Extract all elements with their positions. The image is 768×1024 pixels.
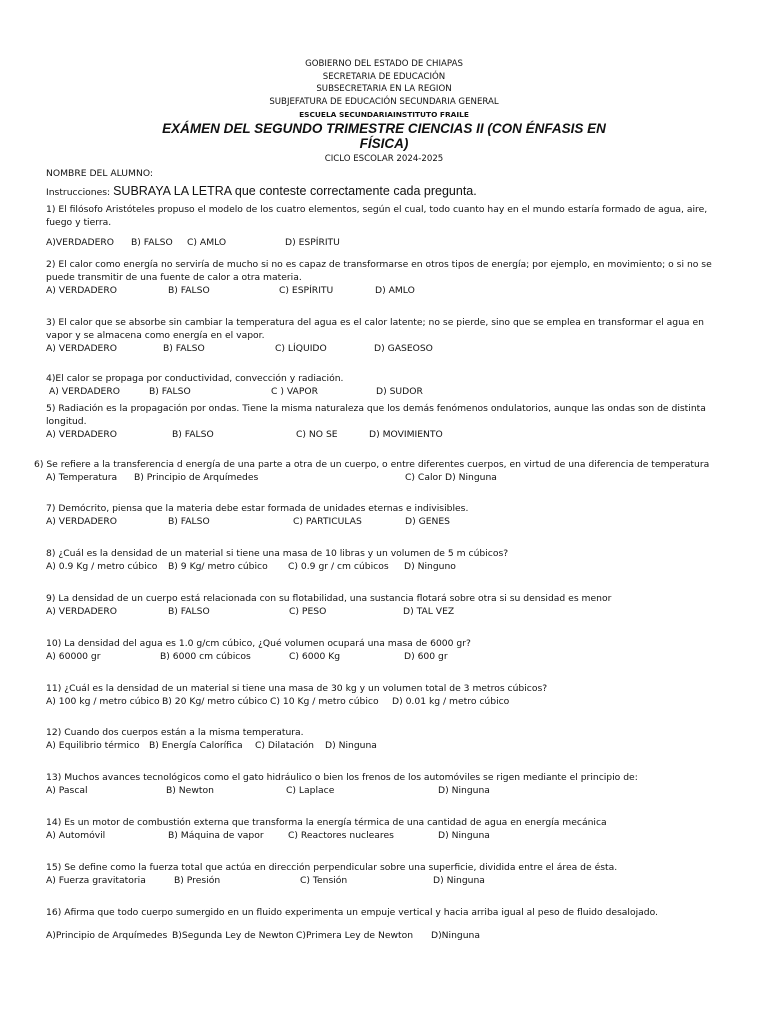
option-c[interactable]: C) Tensión [300, 875, 348, 886]
question-15 [46, 861, 726, 887]
question-text: 11) ¿Cuál es la densidad de un material si tiene una masa de 30 kg y un volumen total de 3 metros cúbicos? [46, 683, 548, 694]
question-text: 16) Afirma que todo cuerpo sumergido en un fluido experimenta un empuje vertical y hacia arriba igual al peso de fluido desalojado. [46, 907, 658, 918]
answer-options [46, 284, 726, 297]
option-b[interactable]: B) Principio de Arquímedes [134, 472, 259, 483]
answer-options [46, 695, 726, 708]
option-b[interactable]: B) Energía Calorífica [149, 740, 243, 751]
option-d[interactable]: D) Ninguna [433, 875, 485, 886]
option-d[interactable]: D)Ninguna [431, 930, 481, 941]
header-secretariat: SECRETARIA DE EDUCACIÓN [322, 72, 446, 82]
answer-options [46, 236, 726, 249]
answer-options [46, 428, 726, 441]
option-a[interactable]: A) VERDADERO [46, 343, 117, 354]
question-text: 3) El calor que se absorbe sin cambiar la temperatura del agua es el calor latente; no se pierde, sino que se emplea en transformar el agua en vapor y se almacena como energía en el vapor. [46, 317, 704, 341]
option-b[interactable]: B) Newton [166, 785, 214, 796]
option-d[interactable]: D) AMLO [375, 285, 415, 296]
option-c[interactable]: C) ESPÍRITU [279, 285, 334, 296]
question-16 [46, 906, 726, 942]
option-b[interactable]: B) FALSO [172, 429, 214, 440]
option-a[interactable]: A)VERDADERO [46, 237, 115, 248]
question-6 [34, 458, 734, 484]
option-a[interactable]: A) Pascal [46, 785, 88, 796]
option-b[interactable]: B) FALSO [131, 237, 173, 248]
answer-options [46, 605, 726, 618]
option-d[interactable]: D) 600 gr [404, 651, 448, 662]
answer-options [46, 515, 726, 528]
option-c[interactable]: C) 10 Kg / metro cúbico [270, 696, 379, 707]
question-text: 7) Demócrito, piensa que la materia debe estar formada de unidades eternas e indivisibles. [46, 503, 469, 514]
answer-options [46, 650, 726, 663]
header-subsecretariat: SUBSECRETARIA EN LA REGION [316, 84, 452, 94]
option-b[interactable]: B) FALSO [168, 285, 210, 296]
option-c[interactable]: C) Laplace [286, 785, 335, 796]
answer-options [46, 874, 726, 887]
option-a[interactable]: A)Principio de Arquímedes [46, 930, 168, 941]
option-a[interactable]: A) VERDADERO [46, 429, 117, 440]
option-c[interactable]: C) Dilatación [255, 740, 315, 751]
instructions-text: SUBRAYA LA LETRA que conteste correctamente cada pregunta. [113, 184, 477, 198]
question-text: 9) La densidad de un cuerpo está relacionada con su flotabilidad, una sustancia flotará sobre otra si su densidad es menor [46, 593, 612, 604]
question-text: 10) La densidad del agua es 1.0 g/cm cúbico, ¿Qué volumen ocupará una masa de 6000 gr? [46, 638, 471, 649]
question-text: 15) Se define como la fuerza total que actúa en dirección perpendicular sobre una superficie, dividida entre el área de ésta. [46, 862, 618, 873]
option-a[interactable]: A) Equilibrio térmico [46, 740, 140, 751]
instructions [46, 185, 726, 199]
header-subjefatura: SUBJEFATURA DE EDUCACIÓN SECUNDARIA GENERAL [269, 97, 499, 107]
school-cycle: CICLO ESCOLAR 2024-2025 [324, 154, 444, 164]
option-c[interactable]: C) PESO [289, 606, 327, 617]
exam-title-line1: EXÁMEN DEL SEGUNDO TRIMESTRE CIENCIAS II (CON ÉNFASIS EN [162, 121, 606, 136]
option-c[interactable]: C) 0.9 gr / cm cúbicos [288, 561, 389, 572]
question-text: 4)El calor se propaga por conductividad, convección y radiación. [46, 373, 344, 384]
option-c[interactable]: C) NO SE [296, 429, 338, 440]
question-text: 2) El calor como energía no serviría de mucho si no es capaz de transformarse en otros tipos de energía; por ejemplo, en movimiento; o si no se puede transmitir de una fuente de calor a otra materia. [46, 259, 712, 283]
question-4 [46, 372, 726, 398]
option-a[interactable]: A) VERDADERO [46, 516, 117, 527]
question-7 [46, 502, 726, 528]
option-b[interactable]: B) FALSO [168, 606, 210, 617]
answer-options [46, 829, 726, 842]
option-a[interactable]: A) 60000 gr [46, 651, 101, 662]
option-a[interactable]: A) Fuerza gravitatoria [46, 875, 146, 886]
option-d[interactable]: D) 0.01 kg / metro cúbico [392, 696, 510, 707]
answer-options [46, 739, 726, 752]
question-5 [46, 402, 726, 441]
question-10 [46, 637, 726, 663]
question-text: 8) ¿Cuál es la densidad de un material si tiene una masa de 10 libras y un volumen de 5 m cúbicos? [46, 548, 509, 559]
option-b[interactable]: B)Segunda Ley de Newton [172, 930, 294, 941]
answer-options [46, 784, 726, 797]
option-c[interactable]: C)Primera Ley de Newton [296, 930, 414, 941]
question-text: 5) Radiación es la propagación por ondas. Tiene la misma naturaleza que los demás fenómenos ondulatorios, aunque las ondas son de distinta longitud. [46, 403, 706, 427]
question-14 [46, 816, 726, 842]
option-a[interactable]: A) VERDADERO [46, 606, 117, 617]
option-d[interactable]: D) Ninguno [404, 561, 456, 572]
option-a[interactable]: A) Temperatura [46, 472, 118, 483]
option-b[interactable]: B) Presión [174, 875, 221, 886]
option-b[interactable]: B) FALSO [168, 516, 210, 527]
option-b[interactable]: B) Máquina de vapor [168, 830, 264, 841]
option-b[interactable]: B) FALSO [163, 343, 205, 354]
option-b[interactable]: B) 6000 cm cúbicos [160, 651, 251, 662]
question-8 [46, 547, 726, 573]
question-text: 12) Cuando dos cuerpos están a la misma temperatura. [46, 727, 304, 738]
question-12 [46, 726, 726, 752]
answer-options [46, 929, 726, 942]
option-c[interactable]: C ) VAPOR [271, 386, 318, 397]
option-d[interactable]: D) Ninguna [445, 472, 497, 483]
header-government: GOBIERNO DEL ESTADO DE CHIAPAS [305, 59, 463, 69]
instructions-label: Instrucciones: [46, 187, 111, 198]
question-11 [46, 682, 726, 708]
option-d[interactable]: D) SUDOR [376, 386, 423, 397]
option-c[interactable]: C) Calor [405, 472, 442, 483]
option-c[interactable]: C) Reactores nucleares [288, 830, 394, 841]
question-1 [46, 203, 726, 249]
question-text: 1) El filósofo Aristóteles propuso el modelo de los cuatro elementos, según el cual, todo cuanto hay en el mundo estaría formado de agua, aire, fuego y tierra. [46, 204, 708, 228]
option-d[interactable]: D) Ninguna [438, 830, 490, 841]
option-a[interactable]: A) 100 kg / metro cúbico [46, 696, 160, 707]
option-d[interactable]: D) GASEOSO [374, 343, 433, 354]
option-d[interactable]: D) MOVIMIENTO [369, 429, 443, 440]
option-a[interactable]: A) VERDADERO [46, 285, 117, 296]
option-c[interactable]: C) LÍQUIDO [275, 343, 327, 354]
question-text: 14) Es un motor de combustión externa que transforma la energía térmica de una cantidad de agua en energía mecánica [46, 817, 607, 828]
option-b[interactable]: B) 20 Kg/ metro cúbico [162, 696, 268, 707]
question-text: 13) Muchos avances tecnológicos como el gato hidráulico o bien los frenos de los automóviles se rigen mediante el principio de: [46, 772, 638, 783]
question-text: 6) Se refiere a la transferencia d energía de una parte a otra de un cuerpo, o entre diferentes cuerpos, en virtud de una diferencia de temperatura [34, 459, 710, 470]
answer-options [46, 342, 726, 355]
option-d[interactable]: D) GENES [405, 516, 451, 527]
question-3 [46, 316, 726, 355]
option-c[interactable]: C) PARTICULAS [293, 516, 362, 527]
answer-options [46, 471, 746, 484]
exam-title-line2: FÍSICA) [359, 136, 409, 151]
option-d[interactable]: D) ESPÍRITU [285, 237, 340, 248]
option-a[interactable]: A) Automóvil [46, 830, 106, 841]
option-c[interactable]: C) AMLO [187, 237, 227, 248]
answer-options [49, 385, 729, 398]
header-school: ESCUELA SECUNDARIAINSTITUTO FRAILE [299, 110, 469, 119]
question-2 [46, 258, 726, 297]
option-b[interactable]: B) 9 Kg/ metro cúbico [168, 561, 268, 572]
option-c[interactable]: C) 6000 Kg [289, 651, 341, 662]
question-9 [46, 592, 726, 618]
option-b[interactable]: B) FALSO [149, 386, 191, 397]
question-13 [46, 771, 726, 797]
option-a[interactable]: A) VERDADERO [49, 386, 120, 397]
option-d[interactable]: D) TAL VEZ [403, 606, 455, 617]
option-d[interactable]: D) Ninguna [325, 740, 377, 751]
answer-options [46, 560, 726, 573]
option-a[interactable]: A) 0.9 Kg / metro cúbico [46, 561, 158, 572]
option-d[interactable]: D) Ninguna [438, 785, 490, 796]
student-name-label: NOMBRE DEL ALUMNO: [46, 168, 153, 179]
